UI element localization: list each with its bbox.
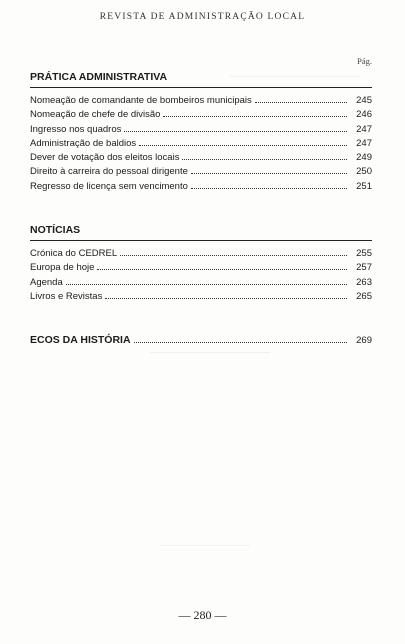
dot-leader xyxy=(191,173,347,174)
toc-entry-page: 246 xyxy=(356,109,372,121)
toc-entry[interactable] xyxy=(30,94,372,108)
section-heading: NOTÍCIAS xyxy=(30,224,81,236)
toc-entry-page: 265 xyxy=(356,290,372,302)
toc-entry-page: 247 xyxy=(356,137,372,149)
toc-entry[interactable] xyxy=(30,137,372,151)
section-ecos-da-historia xyxy=(30,333,372,347)
toc-entry-title: Ingresso nos quadros xyxy=(30,123,122,135)
page-column-label: Pág. xyxy=(357,56,372,66)
toc-entry-title: Nomeação de chefe de divisão xyxy=(30,109,161,121)
dot-leader xyxy=(134,342,347,343)
toc-entry-page: 257 xyxy=(356,262,372,274)
toc-entry[interactable] xyxy=(30,261,372,275)
dot-leader xyxy=(139,145,347,146)
toc-entry-page: 245 xyxy=(356,95,372,106)
toc-entry-page: 269 xyxy=(356,335,372,346)
toc-entry-page: 263 xyxy=(356,276,372,288)
toc-entry-title: Administração de baldios xyxy=(30,137,137,149)
toc-entry-ecos[interactable] xyxy=(30,333,372,347)
heading-rule xyxy=(30,240,372,241)
heading-rule xyxy=(30,87,372,88)
dot-leader xyxy=(105,298,347,299)
dot-leader xyxy=(66,284,347,285)
bleed-through-mark xyxy=(160,545,250,546)
dot-leader xyxy=(182,159,347,160)
toc-entry-page: 249 xyxy=(356,152,372,164)
toc-entry-title: Direito à carreira do pessoal dirigente xyxy=(30,166,188,178)
toc-entry[interactable] xyxy=(30,108,372,122)
toc-entry-page: 255 xyxy=(356,248,372,259)
dot-leader xyxy=(124,131,347,132)
toc-entry-title: Agenda xyxy=(30,276,63,288)
toc-entry-page: 251 xyxy=(356,180,372,192)
dot-leader xyxy=(120,255,347,256)
toc-entry-title: Crónica do CEDREL xyxy=(30,248,118,259)
toc-entry-page: 247 xyxy=(356,123,372,135)
dot-leader xyxy=(255,102,347,103)
dot-leader xyxy=(163,116,347,117)
toc-entry-title: Livros e Revistas xyxy=(30,290,103,302)
bleed-through-mark xyxy=(150,352,270,353)
section-pratica-administrativa xyxy=(30,70,372,194)
dot-leader xyxy=(191,188,347,189)
toc-entry[interactable] xyxy=(30,290,372,304)
toc-entry-title: Regresso de licença sem vencimento xyxy=(30,180,188,192)
dot-leader xyxy=(97,269,347,270)
toc-entry[interactable] xyxy=(30,276,372,290)
running-header: REVISTA DE ADMINISTRAÇÃO LOCAL xyxy=(99,12,306,22)
section-noticias xyxy=(30,223,372,304)
section-heading: PRÁTICA ADMINISTRATIVA xyxy=(30,71,168,83)
toc-entry[interactable] xyxy=(30,180,372,194)
page-number: — 280 — xyxy=(178,608,227,622)
toc-entry-title: ECOS DA HISTÓRIA xyxy=(30,334,131,346)
toc-entry[interactable] xyxy=(30,247,372,261)
toc-entry-title: Nomeação de comandante de bombeiros municipais xyxy=(30,95,252,106)
toc-entry[interactable] xyxy=(30,165,372,179)
toc-entry[interactable] xyxy=(30,123,372,137)
toc-entry[interactable] xyxy=(30,151,372,165)
toc-entry-page: 250 xyxy=(356,166,372,178)
toc-entry-title: Europa de hoje xyxy=(30,262,95,274)
toc-entry-title: Dever de votação dos eleitos locais xyxy=(30,152,180,164)
